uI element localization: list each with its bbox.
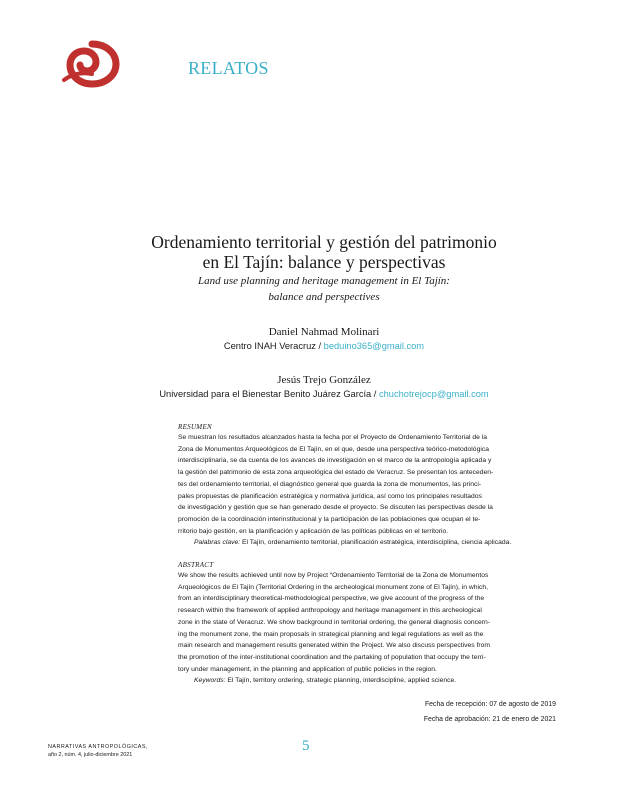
section-label: RELATOS — [188, 58, 269, 78]
keywords-text: El Tajín, ordenamiento territorial, planificación estratégica, interdisciplina, ciencia aplicada. — [240, 539, 512, 547]
text-line: from an interdisciplinary theoretical-methodological perspective, we give account of the progress of the — [178, 595, 485, 603]
article-subtitle-line2: balance and perspectives — [268, 291, 380, 303]
article-title-line1: Ordenamiento territorial y gestión del patrimonio — [151, 232, 497, 252]
journal-info — [48, 743, 148, 759]
text-line: la gestión del patrimonio de esta zona arqueológica del estado de Veracruz. Se presentan los anteceden- — [178, 469, 494, 477]
author-affiliation — [100, 339, 548, 353]
text-line: Zona de Monumentos Arqueológicos de El Tajín, en el que, desde una perspectiva teórico-metodológica — [178, 445, 489, 453]
text-line: main research and management results generated within the Project. We also discuss perspectives from — [178, 642, 491, 650]
abstract-text — [178, 570, 568, 675]
text-line: rritorio bajo gestión, en la planificación y aplicación de las políticas públicas en el territorio. — [178, 527, 449, 535]
journal-issue: año 2, núm. 4, julio-diciembre 2021 — [48, 752, 133, 758]
text-line: the promotion of the inter-institutional coordination and the partaking of population that occupy the terri- — [178, 653, 486, 661]
title-block — [100, 232, 548, 304]
article-title-line2: en El Tajín: balance y perspectivas — [202, 252, 446, 272]
text-line: tory under management, in the planning and application of public policies in the region. — [178, 665, 437, 673]
text-line: promoción de la coordinación interinstitucional y la participación de las poblaciones que ocupan el te- — [178, 515, 481, 523]
abstract-keywords — [178, 675, 568, 687]
resumen-keywords — [178, 537, 568, 549]
resumen-heading: RESUMEN — [178, 423, 212, 431]
text-line: We show the results achieved until now by Project “Ordenamiento Territorial de la Zona de Monumentos — [178, 572, 489, 579]
author-1 — [100, 325, 548, 353]
date-approved: Fecha de aprobación: 21 de enero de 2021 — [423, 716, 556, 723]
author-email-link[interactable]: beduino365@gmail.com — [323, 341, 425, 351]
date-received: Fecha de recepción: 07 de agosto de 2019 — [424, 701, 556, 708]
text-line: interdisciplinaria, se da cuenta de los avances de investigación en el marco de la antropología aplicada y — [178, 457, 492, 465]
text-line: zone in the state of Veracruz. We show background in territorial ordering, the general diagnosis concern- — [178, 618, 491, 626]
keywords-label: Keywords: — [194, 677, 226, 685]
author-affiliation — [100, 387, 548, 401]
affiliation-text: Universidad para el Bienestar Benito Juárez García / — [159, 389, 379, 399]
journal-name: NARRATIVAS ANTROPOLÓGICAS, — [48, 744, 148, 750]
page-number: 5 — [302, 738, 310, 754]
dates-block — [424, 697, 556, 727]
text-line: Se muestran los resultados alcanzados hasta la fecha por el Proyecto de Ordenamiento Territorial de la — [178, 434, 488, 441]
resumen-text — [178, 432, 568, 537]
abstract-section — [178, 561, 568, 687]
text-line: ing the monument zone, the main proposals in strategical planning and legal regulations as well as the — [178, 630, 484, 638]
text-line: Arqueológicos de El Tajín (Territorial Ordering in the archeological monument zone of El Tajín), in which, — [178, 583, 489, 591]
author-name: Daniel Nahmad Molinari — [268, 326, 380, 338]
author-2 — [100, 373, 548, 401]
author-email-link[interactable]: chuchotrejocp@gmail.com — [378, 389, 489, 399]
text-line: pales propuestas de planificación estratégica y normativa jurídica, así como los principales resultados — [178, 492, 482, 500]
text-line: research within the framework of applied anthropology and heritage management in this archeological — [178, 607, 482, 615]
affiliation-text: Centro INAH Veracruz / — [223, 341, 324, 351]
abstract-heading: ABSTRACT — [178, 561, 214, 569]
text-line: de investigación y gestión que se han generado desde el proyecto. Se discuten las perspectivas desde la — [178, 504, 493, 512]
article-subtitle-line1: Land use planning and heritage management in El Tajín: — [198, 275, 450, 287]
resumen-section — [178, 423, 568, 549]
keywords-text: El Tajín, territory ordering, strategic planning, interdiscipline, applied science. — [225, 677, 457, 685]
relatos-logo-icon — [62, 40, 122, 88]
author-name: Jesús Trejo González — [277, 374, 371, 386]
text-line: tes del ordenamiento territorial, el diagnóstico general que guarda la zona de monumentos, las princi- — [178, 480, 482, 488]
keywords-label: Palabras clave: — [194, 539, 241, 547]
